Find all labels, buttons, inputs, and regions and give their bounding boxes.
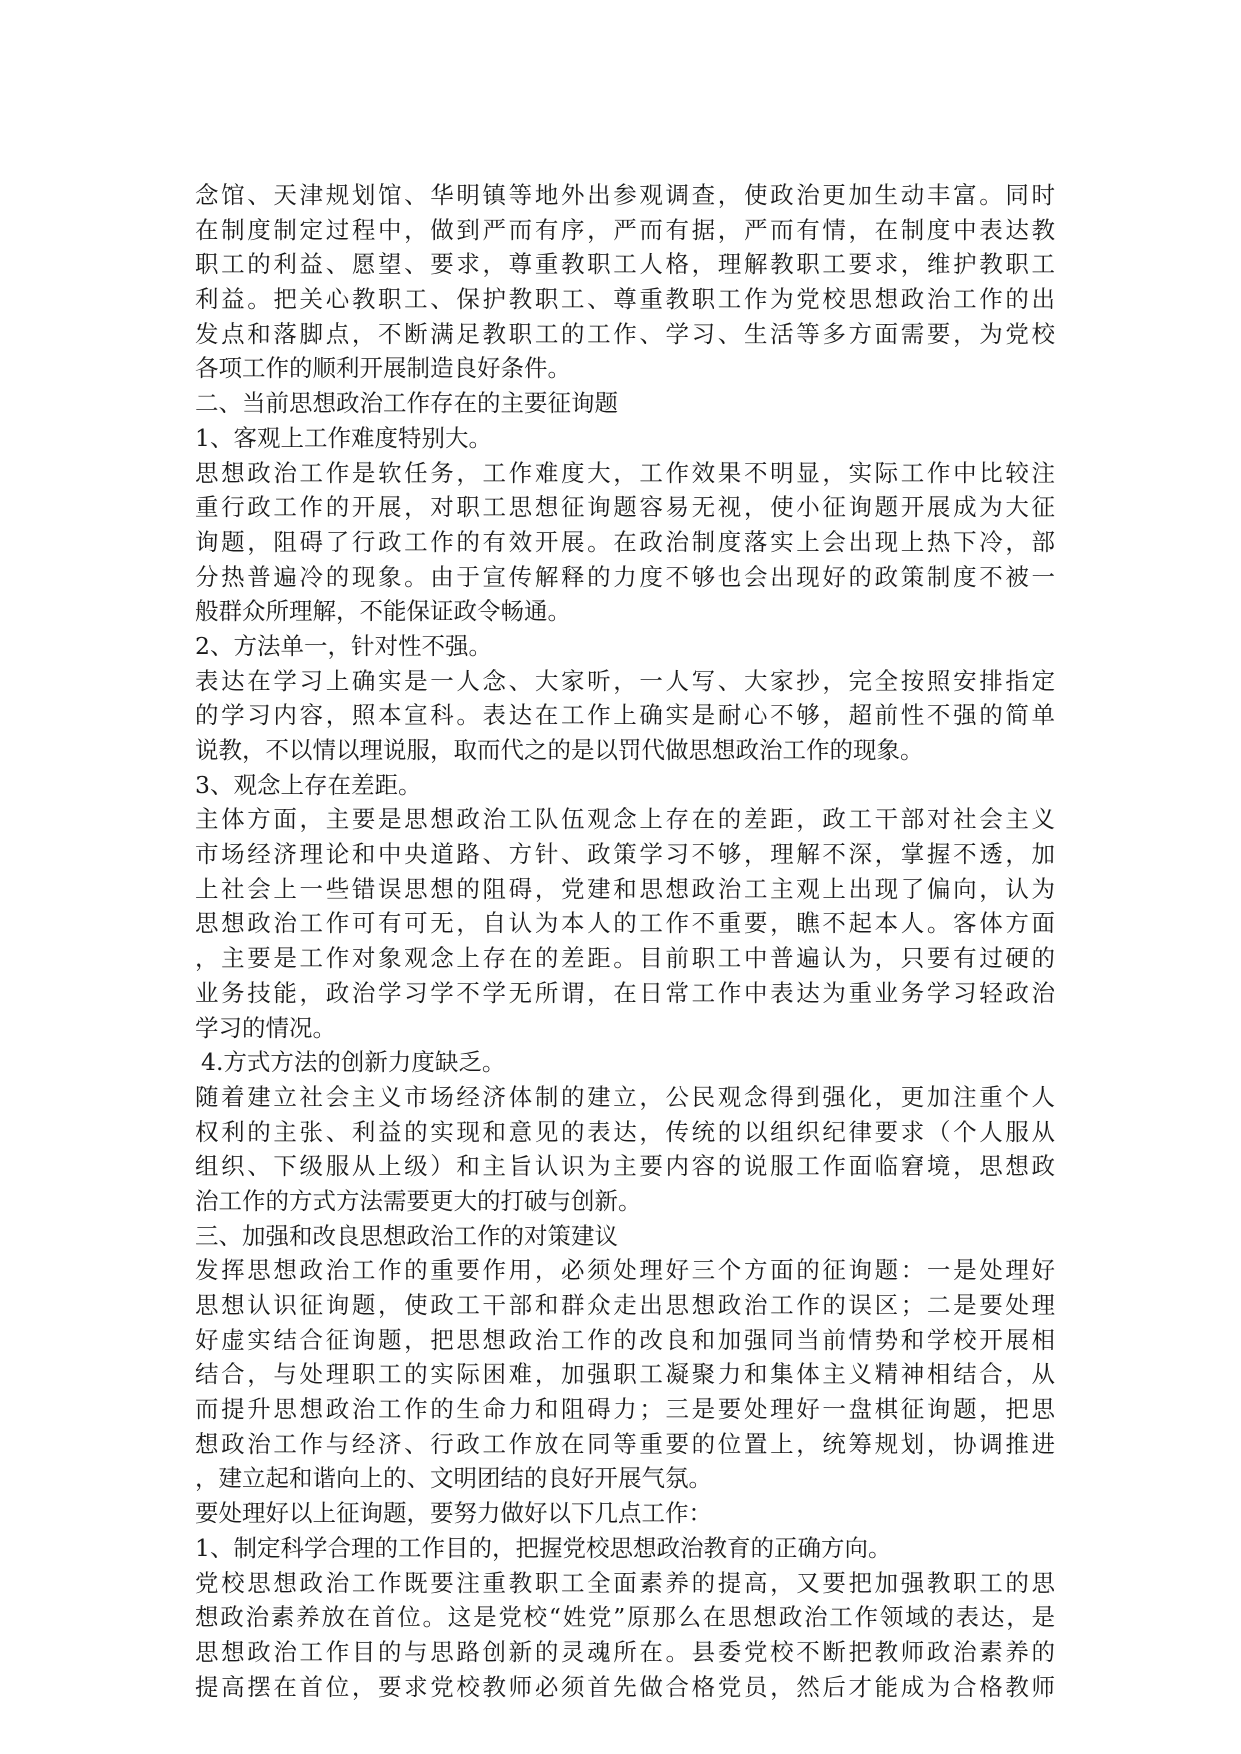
text-line: 市场经济理论和中央道路、方针、政策学习不够，理解不深，掌握不透，加 [195, 840, 1055, 869]
text-line: 职工的利益、愿望、要求，尊重教职工人格，理解教职工要求，维护教职工 [195, 250, 1055, 279]
text-line: 3、观念上存在差距。 [195, 770, 422, 799]
text-line: 1、客观上工作难度特别大。 [195, 423, 492, 452]
text-line: 思想政治工作可有可无，自认为本人的工作不重要，瞧不起本人。客体方面 [195, 909, 1055, 938]
text-line: 结合，与处理职工的实际困难，加强职工凝聚力和集体主义精神相结合，从 [195, 1360, 1055, 1389]
text-line: 发挥思想政治工作的重要作用，必须处理好三个方面的征询题：一是处理好 [195, 1256, 1055, 1285]
text-line: ，主要是工作对象观念上存在的差距。目前职工中普遍认为，只要有过硬的 [195, 944, 1055, 973]
text-line: 利益。把关心教职工、保护教职工、尊重教职工作为党校思想政治工作的出 [195, 285, 1055, 314]
text-line: 的学习内容，照本宣科。表达在工作上确实是耐心不够，超前性不强的简单 [195, 701, 1055, 730]
text-line: 重行政工作的开展，对职工思想征询题容易无视，使小征询题开展成为大征 [195, 493, 1055, 522]
text-line: 权利的主张、利益的实现和意见的表达，传统的以组织纪律要求（个人服从 [195, 1117, 1055, 1146]
text-line: 2、方法单一，针对性不强。 [195, 631, 492, 660]
text-line: 要处理好以上征询题，要努力做好以下几点工作： [195, 1499, 712, 1528]
text-line: 组织、下级服从上级）和主旨认识为主要内容的说服工作面临窘境，思想政 [195, 1152, 1055, 1181]
text-line: 治工作的方式方法需要更大的打破与创新。 [195, 1186, 642, 1215]
text-line: 说教，不以情以理说服，取而代之的是以罚代做思想政治工作的现象。 [195, 736, 924, 764]
text-line: 分热普遍冷的现象。由于宣传解释的力度不够也会出现好的政策制度不被一 [195, 562, 1055, 591]
text-line: 思想政治工作目的与思路创新的灵魂所在。县委党校不断把教师政治素养的 [195, 1637, 1055, 1666]
text-line: 询题，阻碍了行政工作的有效开展。在政治制度落实上会出现上热下冷，部 [195, 527, 1055, 556]
text-line: 随着建立社会主义市场经济体制的建立，公民观念得到强化，更加注重个人 [195, 1082, 1055, 1111]
text-line: 1、制定科学合理的工作目的，把握党校思想政治教育的正确方向。 [195, 1533, 892, 1562]
text-line: 好虚实结合征询题，把思想政治工作的改良和加强同当前情势和学校开展相 [195, 1325, 1055, 1354]
text-line: 三、加强和改良思想政治工作的对策建议 [195, 1221, 618, 1250]
text-line: 4.方式方法的创新力度缺乏。 [201, 1048, 506, 1077]
text-line: ，建立起和谐向上的、文明团结的良好开展气氛。 [195, 1464, 712, 1493]
document-page [195, 178, 1055, 1704]
text-line: 般群众所理解，不能保证政令畅通。 [195, 597, 571, 626]
text-line: 而提升思想政治工作的生命力和阻碍力；三是要处理好一盘棋征询题，把思 [195, 1395, 1055, 1424]
text-line: 在制度制定过程中，做到严而有序，严而有据，严而有情，在制度中表达教 [195, 215, 1055, 244]
text-line: 思想认识征询题，使政工干部和群众走出思想政治工作的误区；二是要处理 [195, 1291, 1055, 1319]
text-line: 思想政治工作是软任务，工作难度大，工作效果不明显，实际工作中比较注 [195, 458, 1055, 487]
text-line: 业务技能，政治学习学不学无所谓，在日常工作中表达为重业务学习轻政治 [195, 978, 1055, 1007]
text-line: 想政治工作与经济、行政工作放在同等重要的位置上，统筹规划，协调推进 [195, 1429, 1055, 1458]
text-line: 发点和落脚点，不断满足教职工的工作、学习、生活等多方面需要，为党校 [195, 319, 1055, 348]
text-line: 学习的情况。 [195, 1013, 336, 1042]
text-line: 二、当前思想政治工作存在的主要征询题 [195, 389, 618, 418]
text-line: 念馆、天津规划馆、华明镇等地外出参观调查，使政治更加生动丰富。同时 [195, 181, 1055, 209]
text-line: 党校思想政治工作既要注重教职工全面素养的提高，又要把加强教职工的思 [195, 1568, 1055, 1597]
text-line: 主体方面，主要是思想政治工队伍观念上存在的差距，政工干部对社会主义 [195, 805, 1055, 834]
text-line: 上社会上一些错误思想的阻碍，党建和思想政治工主观上出现了偏向，认为 [195, 874, 1055, 903]
text-line: 表达在学习上确实是一人念、大家听，一人写、大家抄，完全按照安排指定 [195, 666, 1055, 695]
text-line: 想政治素养放在首位。这是党校“姓党”原那么在思想政治工作领域的表达，是 [195, 1603, 1055, 1632]
text-line: 提高摆在首位，要求党校教师必须首先做合格党员，然后才能成为合格教师 [195, 1672, 1055, 1701]
text-line: 各项工作的顺利开展制造良好条件。 [195, 354, 571, 383]
